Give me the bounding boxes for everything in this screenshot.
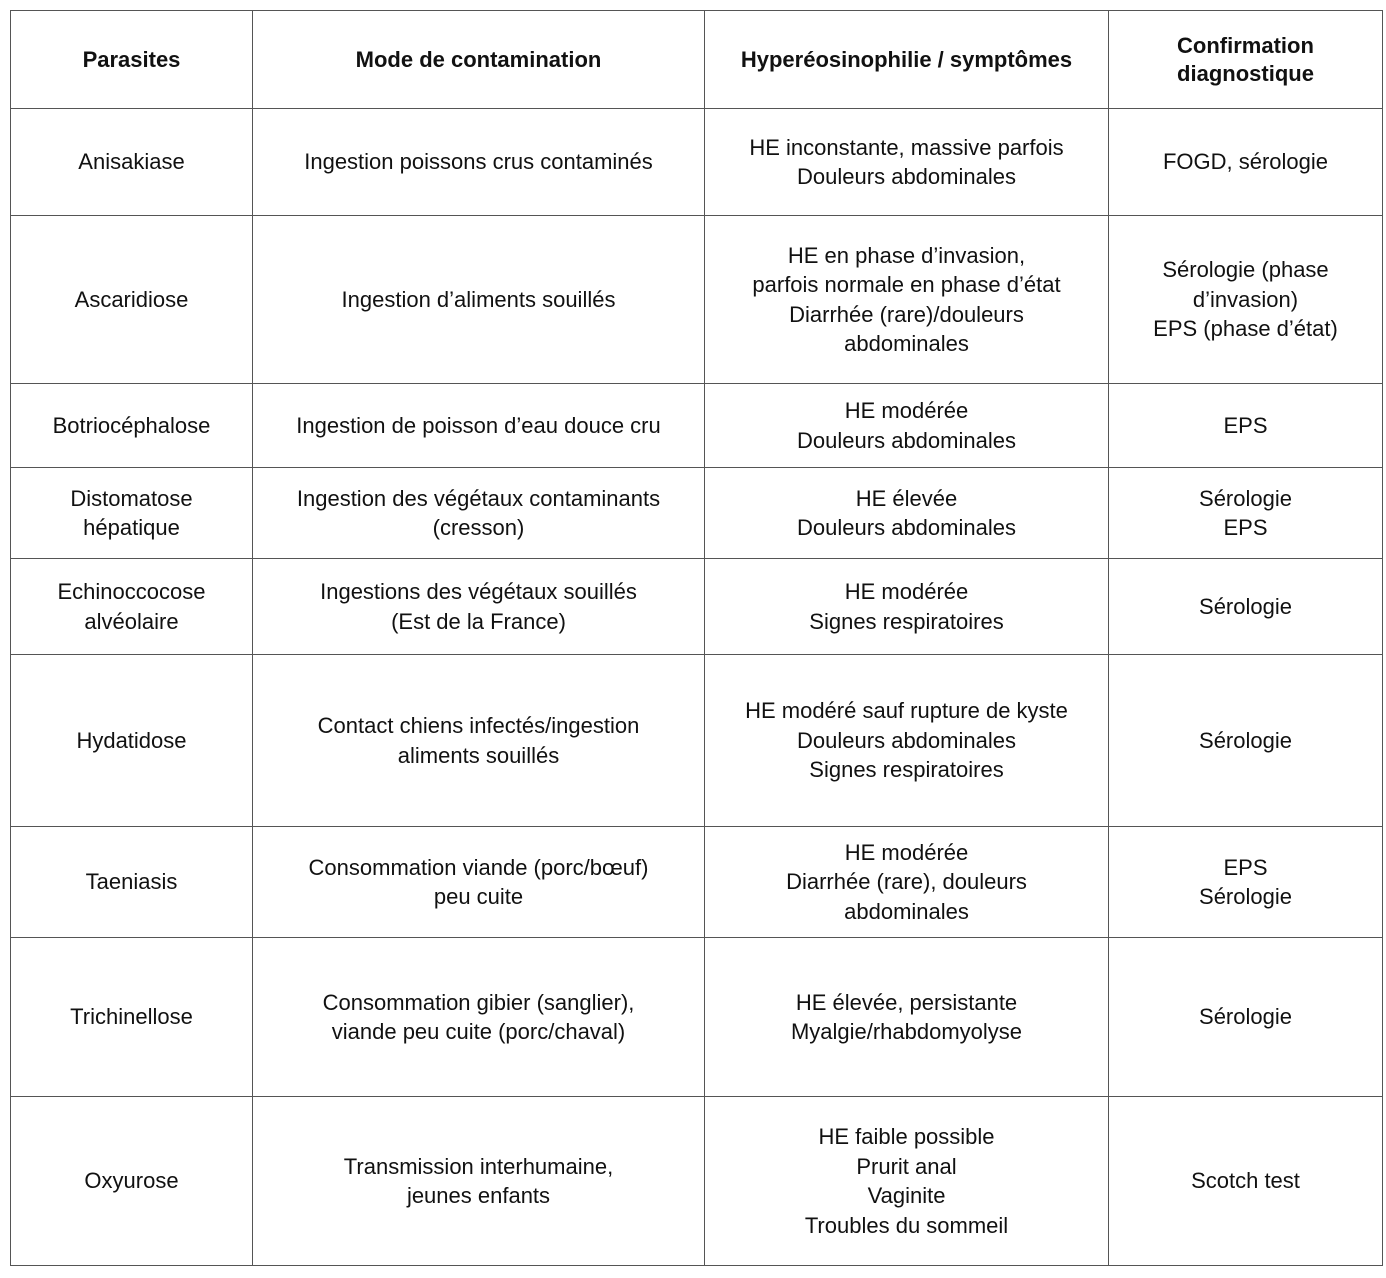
cell-symptoms: HE inconstante, massive parfois Douleurs abdominales: [705, 109, 1109, 216]
table-row: [11, 384, 1383, 468]
table-row: [11, 468, 1383, 559]
cell-symptoms: HE modérée Diarrhée (rare), douleurs abdominales: [705, 827, 1109, 938]
cell-symptoms: HE modérée Douleurs abdominales: [705, 384, 1109, 468]
cell-diagnosis: Sérologie: [1109, 938, 1383, 1097]
cell-parasite: Botriocéphalose: [11, 384, 253, 468]
header-row: [11, 11, 1383, 109]
cell-contamination: Consommation viande (porc/bœuf) peu cuite: [253, 827, 705, 938]
cell-parasite: Distomatose hépatique: [11, 468, 253, 559]
table-row: [11, 559, 1383, 655]
cell-parasite: Ascaridiose: [11, 216, 253, 384]
cell-contamination: Transmission interhumaine, jeunes enfants: [253, 1097, 705, 1266]
header-symptoms: Hyperéosinophilie / symptômes: [705, 11, 1109, 109]
parasites-table: [10, 10, 1383, 1266]
table-row: [11, 1097, 1383, 1266]
cell-contamination: Ingestion d’aliments souillés: [253, 216, 705, 384]
table-header: [11, 11, 1383, 109]
cell-contamination: Ingestions des végétaux souillés (Est de la France): [253, 559, 705, 655]
cell-contamination: Ingestion de poisson d’eau douce cru: [253, 384, 705, 468]
cell-symptoms: HE faible possible Prurit anal Vaginite Troubles du sommeil: [705, 1097, 1109, 1266]
cell-diagnosis: Sérologie: [1109, 559, 1383, 655]
cell-parasite: Trichinellose: [11, 938, 253, 1097]
cell-diagnosis: Sérologie (phase d’invasion) EPS (phase d’état): [1109, 216, 1383, 384]
cell-diagnosis: EPS Sérologie: [1109, 827, 1383, 938]
table-row: [11, 827, 1383, 938]
cell-symptoms: HE élevée Douleurs abdominales: [705, 468, 1109, 559]
cell-parasite: Hydatidose: [11, 655, 253, 827]
cell-diagnosis: Sérologie EPS: [1109, 468, 1383, 559]
header-contamination: Mode de contamination: [253, 11, 705, 109]
cell-contamination: Ingestion poissons crus contaminés: [253, 109, 705, 216]
table-row: [11, 216, 1383, 384]
cell-diagnosis: Sérologie: [1109, 655, 1383, 827]
cell-diagnosis: FOGD, sérologie: [1109, 109, 1383, 216]
cell-parasite: Taeniasis: [11, 827, 253, 938]
cell-symptoms: HE élevée, persistante Myalgie/rhabdomyolyse: [705, 938, 1109, 1097]
table-row: [11, 109, 1383, 216]
cell-parasite: Echinoccocose alvéolaire: [11, 559, 253, 655]
cell-diagnosis: Scotch test: [1109, 1097, 1383, 1266]
table-body: [11, 109, 1383, 1266]
cell-diagnosis: EPS: [1109, 384, 1383, 468]
cell-symptoms: HE modérée Signes respiratoires: [705, 559, 1109, 655]
header-diagnosis: Confirmation diagnostique: [1109, 11, 1383, 109]
cell-parasite: Anisakiase: [11, 109, 253, 216]
header-parasites: Parasites: [11, 11, 253, 109]
cell-parasite: Oxyurose: [11, 1097, 253, 1266]
cell-symptoms: HE modéré sauf rupture de kyste Douleurs abdominales Signes respiratoires: [705, 655, 1109, 827]
table-row: [11, 938, 1383, 1097]
table-row: [11, 655, 1383, 827]
cell-symptoms: HE en phase d’invasion, parfois normale en phase d’état Diarrhée (rare)/douleurs abdominales: [705, 216, 1109, 384]
cell-contamination: Consommation gibier (sanglier), viande peu cuite (porc/chaval): [253, 938, 705, 1097]
cell-contamination: Contact chiens infectés/ingestion aliments souillés: [253, 655, 705, 827]
cell-contamination: Ingestion des végétaux contaminants (cresson): [253, 468, 705, 559]
